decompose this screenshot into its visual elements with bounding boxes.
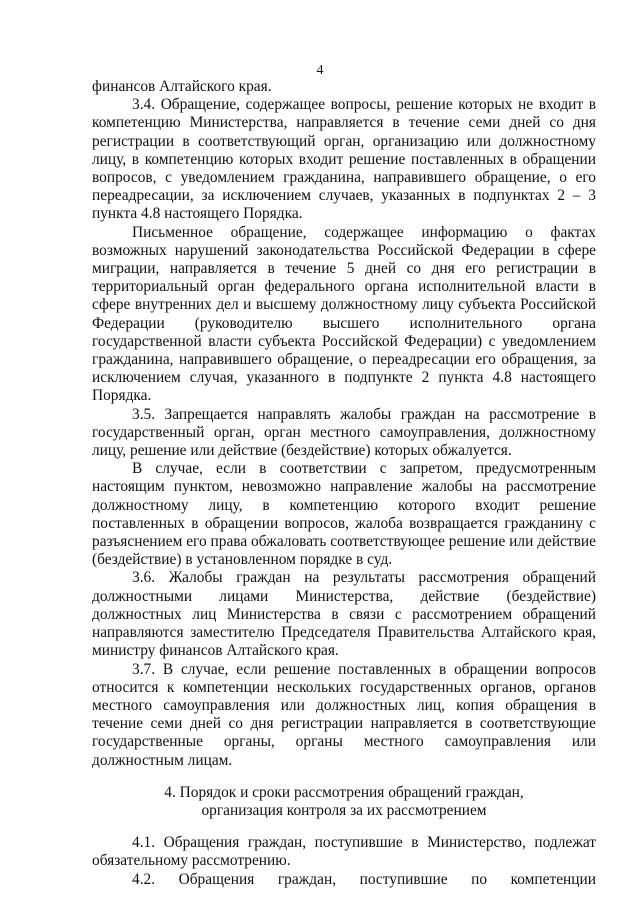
paragraph-4-1: 4.1. Обращения граждан, поступившие в Министерство, подлежат обязательному рассмотрению.	[92, 834, 596, 870]
document-body	[92, 78, 596, 889]
section-heading-line2: организация контроля за их рассмотрением	[201, 801, 487, 819]
paragraph-4-2: 4.2. Обращения граждан, поступившие по компетенции	[132, 870, 596, 888]
paragraph-3-5: 3.5. Запрещается направлять жалобы граждан на рассмотрение в государственный орган, орган местного самоуправления, должностному лицу, решение или действие (бездействие) которых обжалуется.	[92, 405, 596, 460]
paragraph-3-7: 3.7. В случае, если решение поставленных в обращении вопросов относится к компетенции нескольких государственных органов, органов местного самоуправления или должностных лиц, копия обращения в течение семи дней со дня регистрации направляется в соответствующие государственные органы, органы местного самоуправления или должностным лицам.	[92, 660, 596, 769]
paragraph-3-5-cont: В случае, если в соответствии с запретом, предусмотренным настоящим пунктом, невозможно направление жалобы на рассмотрение должностному лицу, в компетенцию которого входит решение поставленных в обращении вопросов, жалоба возвращается гражданину с разъяснением его права обжаловать соответствующее решение или действие (бездействие) в установленном порядке в суд.	[92, 460, 596, 569]
paragraph-migration: Письменное обращение, содержащее информацию о фактах возможных нарушений законодательства Российской Федерации в сфере миграции, направляется в течение 5 дней со дня его регистрации в территориальный орган федерального органа исполнительной власти в сфере внутренних дел и высшему должностному лицу субъекта Российской Федерации (руководителю высшего исполнительного органа государственной власти субъекта Российской Федерации) с уведомлением гражданина, направившего обращение, о переадресации его обращения, за исключением случая, указанного в подпункте 2 пункта 4.8 настоящего Порядка.	[92, 223, 596, 405]
paragraph-3-6: 3.6. Жалобы граждан на результаты рассмотрения обращений должностными лицами Министерства, действие (бездействие) должностных лиц Министерства в связи с рассмотрением обращений направляются заместителю Председателя Правительства Алтайского края, министру финансов Алтайского края.	[92, 569, 596, 660]
section-heading	[92, 784, 596, 820]
section-heading-line1: 4. Порядок и сроки рассмотрения обращений граждан,	[164, 783, 524, 801]
paragraph-continuation: финансов Алтайского края.	[92, 78, 272, 95]
paragraph-3-4: 3.4. Обращение, содержащее вопросы, решение которых не входит в компетенцию Министерства, направляется в течение семи дней со дня регистрации в соответствующий орган, организацию или должностному лицу, в компетенцию которых входит решение поставленных в обращении вопросов, с уведомлением гражданина, направившего обращение, о его переадресации, за исключением случаев, указанных в подпунктах 2 – 3 пункта 4.8 настоящего Порядка.	[92, 96, 596, 223]
page-number: 4	[316, 63, 324, 78]
